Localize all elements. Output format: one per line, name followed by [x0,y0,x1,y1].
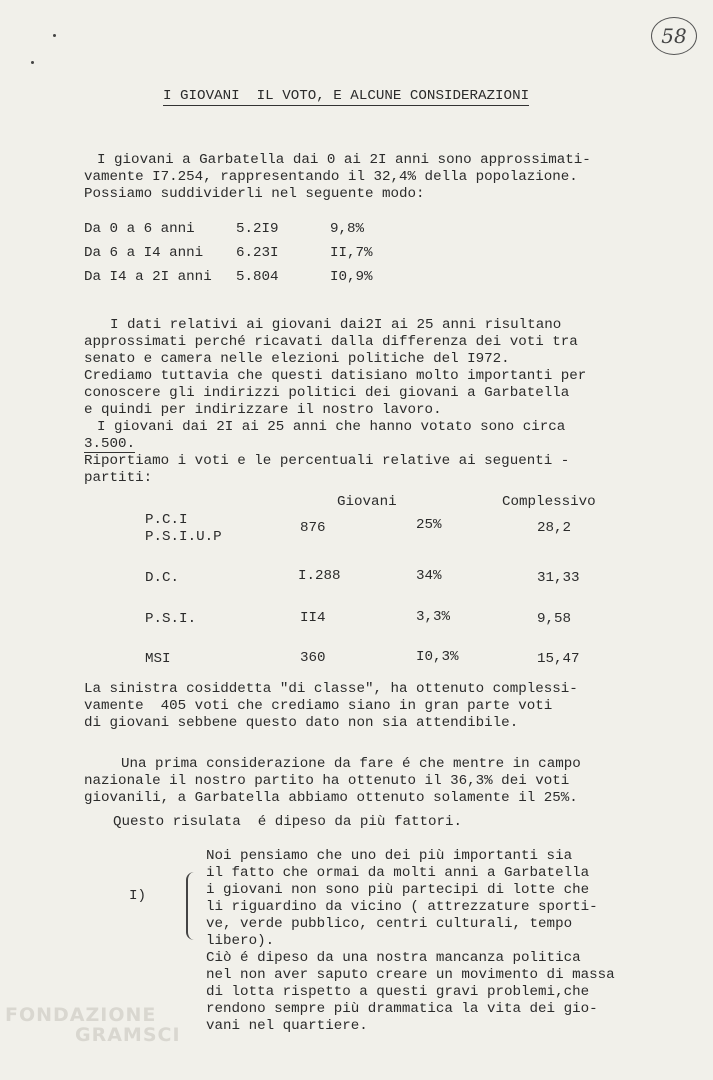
ink-mark [31,61,34,64]
text-line: giovanili, a Garbatella abbiamo ottenuto solamente il 25%. [84,790,578,806]
voters-total: 3.500. [84,436,136,452]
text-line: I giovani a Garbatella dai 0 ai 2I anni sono approssimati- [97,152,591,168]
party-votes: 360 [300,650,326,666]
text-line: libero). [206,933,275,949]
party-votes: 876 [300,520,326,536]
party-name: P.C.I [145,512,188,528]
text-line: I giovani dai 2I ai 25 anni che hanno votato sono circa [97,419,566,435]
age-group-pct: 9,8% [330,221,365,237]
text-line: ve, verde pubblico, centri culturali, tempo [206,916,573,932]
text-line: nazionale il nostro partito ha ottenuto il 36,3% dei voti [84,773,570,789]
text-line: nel non aver saputo creare un movimento di massa [206,967,615,983]
text-line: Noi pensiamo che uno dei più importanti sia [206,848,573,864]
text-line: conoscere gli indirizzi politici dei giovani a Garbatella [84,385,570,401]
party-total: 15,47 [537,651,580,667]
text-line: vani nel quartiere. [206,1018,368,1034]
party-pct: 25% [416,517,442,533]
watermark-line: GRAMSCI [75,1024,181,1046]
party-name: P.S.I. [145,611,197,627]
text-line: i giovani non sono più partecipi di lotte che [206,882,590,898]
text-line: I dati relativi ai giovani dai2I ai 25 anni risultano [110,317,562,333]
text-line: Possiamo suddividerli nel seguente modo: [84,186,425,202]
text-line: La sinistra cosiddetta "di classe", ha ottenuto complessi- [84,681,578,697]
ink-mark [53,34,56,37]
column-header-complessivo: Complessivo [502,494,596,510]
party-name: D.C. [145,570,180,586]
column-header-giovani: Giovani [337,494,397,510]
brace-mark [186,872,198,940]
party-name-secondary: P.S.I.U.P [145,529,222,545]
factors-line: Questo risulata é dipeso da più fattori. [113,814,463,830]
age-group-label: Da 0 a 6 anni [84,221,195,237]
archive-watermark [5,1005,181,1045]
text-line: li riguardino da vicino ( attrezzature sporti- [206,899,598,915]
party-pct: 34% [416,568,442,584]
age-group-label: Da 6 a I4 anni [84,245,204,261]
age-group-label: Da I4 a 2I anni [84,269,212,285]
text-line: approssimati perché ricavati dalla differenza dei voti tra [84,334,578,350]
party-pct: 3,3% [416,609,451,625]
text-line: Ciò é dipeso da una nostra mancanza politica [206,950,581,966]
text-line: partiti: [84,470,153,486]
party-total: 9,58 [537,611,572,627]
party-total: 28,2 [537,520,572,536]
text-line: e quindi per indirizzare il nostro lavoro. [84,402,442,418]
party-name: MSI [145,651,171,667]
text-line: Riportiamo i voti e le percentuali relative ai seguenti - [84,453,570,469]
text-line: Crediamo tuttavia che questi datisiano molto importanti per [84,368,587,384]
text-line: Una prima considerazione da fare é che mentre in campo [121,756,581,772]
text-line: vamente I7.254, rappresentando il 32,4% della popolazione. [84,169,578,185]
party-pct: I0,3% [416,649,459,665]
party-votes: I.288 [298,568,341,584]
text-line: senato e camera nelle elezioni politiche del I972. [84,351,510,367]
age-group-count: 5.804 [236,269,279,285]
text-line: il fatto che ormai da molti anni a Garbatella [206,865,590,881]
text-line: di giovani sebbene questo dato non sia attendibile. [84,715,519,731]
page-number: 58 [651,17,697,55]
age-group-count: 6.23I [236,245,279,261]
age-group-count: 5.2I9 [236,221,279,237]
text-line: rendono sempre più drammatica la vita dei gio- [206,1001,598,1017]
party-votes: II4 [300,610,326,626]
party-total: 31,33 [537,570,580,586]
text-line: di lotta rispetto a questi gravi problemi,che [206,984,590,1000]
watermark-line: FONDAZIONE [5,1004,157,1026]
age-group-pct: I0,9% [330,269,373,285]
text-line: vamente 405 voti che crediamo siano in gran parte voti [84,698,553,714]
document-title: I GIOVANI IL VOTO, E ALCUNE CONSIDERAZIONI [163,88,530,104]
point-label: I) [129,888,147,904]
age-group-pct: II,7% [330,245,373,261]
